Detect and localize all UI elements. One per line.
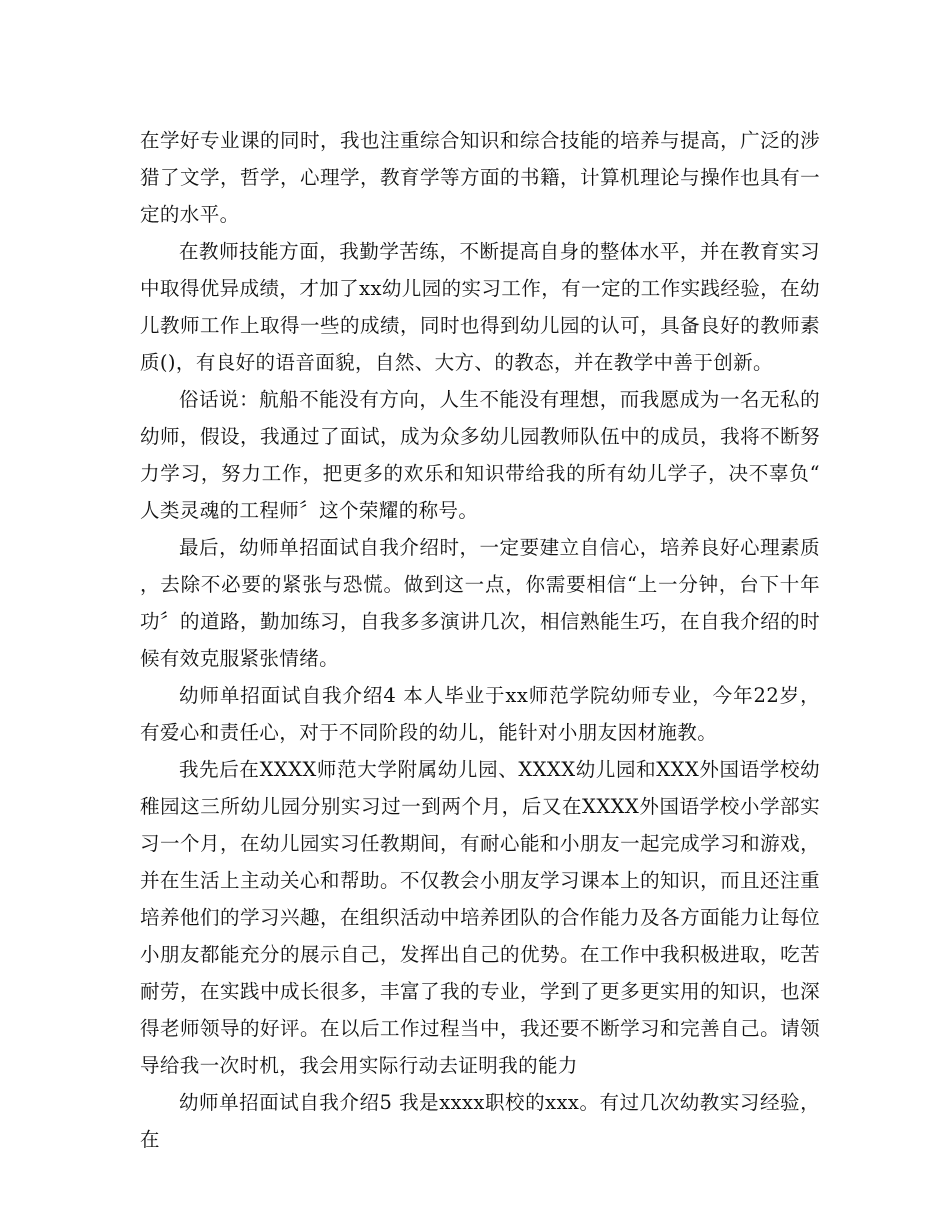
- paragraph-intro-4: 幼师单招面试自我介绍4 本人毕业于xx师范学院幼师专业，今年22岁，有爱心和责任心，对于不同阶段的幼儿，能针对小朋友因材施教。: [140, 684, 820, 744]
- paragraph-proverb: 俗话说：航船不能没有方向，人生不能没有理想，而我愿成为一名无私的幼师，假设，我通过了面试，成为众多幼儿园教师队伍中的成员，我将不断努力学习，努力工作，把更多的欢乐和知识带给我的所有幼儿学子，决不辜负“人类灵魂的工程师〞这个荣耀的称号。: [140, 388, 820, 522]
- paragraph-internship: 我先后在XXXX师范大学附属幼儿园、XXXX幼儿园和XXX外国语学校幼稚园这三所幼儿园分别实习过一到两个月，后又在XXXX外国语学校小学部实习一个月，在幼儿园实习任教期间，有耐心能和小朋友一起完成学习和游戏，并在生活上主动关心和帮助。不仅教会小朋友学习课本上的知识，而且还注重培养他们的学习兴趣，在组织活动中培养团队的合作能力及各方面能力让每位小朋友都能充分的展示自己，发挥出自己的优势。在工作中我积极进取，吃苦耐劳，在实践中成长很多，丰富了我的专业，学到了更多更实用的知识，也深得老师领导的好评。在以后工作过程当中，我还要不断学习和完善自己。请领导给我一次时机，我会用实际行动去证明我的能力: [140, 758, 820, 1077]
- paragraph-teaching-skills: 在教师技能方面，我勤学苦练，不断提高自身的整体水平，并在教育实习中取得优异成绩，才加了xx幼儿园的实习工作，有一定的工作实践经验，在幼儿教师工作上取得一些的成绩，同时也得到幼儿园的认可，具备良好的教师素质()，有良好的语音面貌，自然、大方、的教态，并在教学中善于创新。: [140, 240, 820, 374]
- paragraph-intro-5: 幼师单招面试自我介绍5 我是xxxx职校的xxx。有过几次幼教实习经验，在: [140, 1091, 820, 1151]
- document-body: [140, 122, 820, 1158]
- paragraph-conclusion: 最后，幼师单招面试自我介绍时，一定要建立自信心，培养良好心理素质，去除不必要的紧张与恐慌。做到这一点，你需要相信“上一分钟，台下十年功〞的道路，勤加练习，自我多多演讲几次，相信熟能生巧，在自我介绍的时候有效克服紧张情绪。: [140, 536, 820, 670]
- paragraph-continued: 在学好专业课的同时，我也注重综合知识和综合技能的培养与提高，广泛的涉猎了文学，哲学，心理学，教育学等方面的书籍，计算机理论与操作也具有一定的水平。: [140, 129, 820, 226]
